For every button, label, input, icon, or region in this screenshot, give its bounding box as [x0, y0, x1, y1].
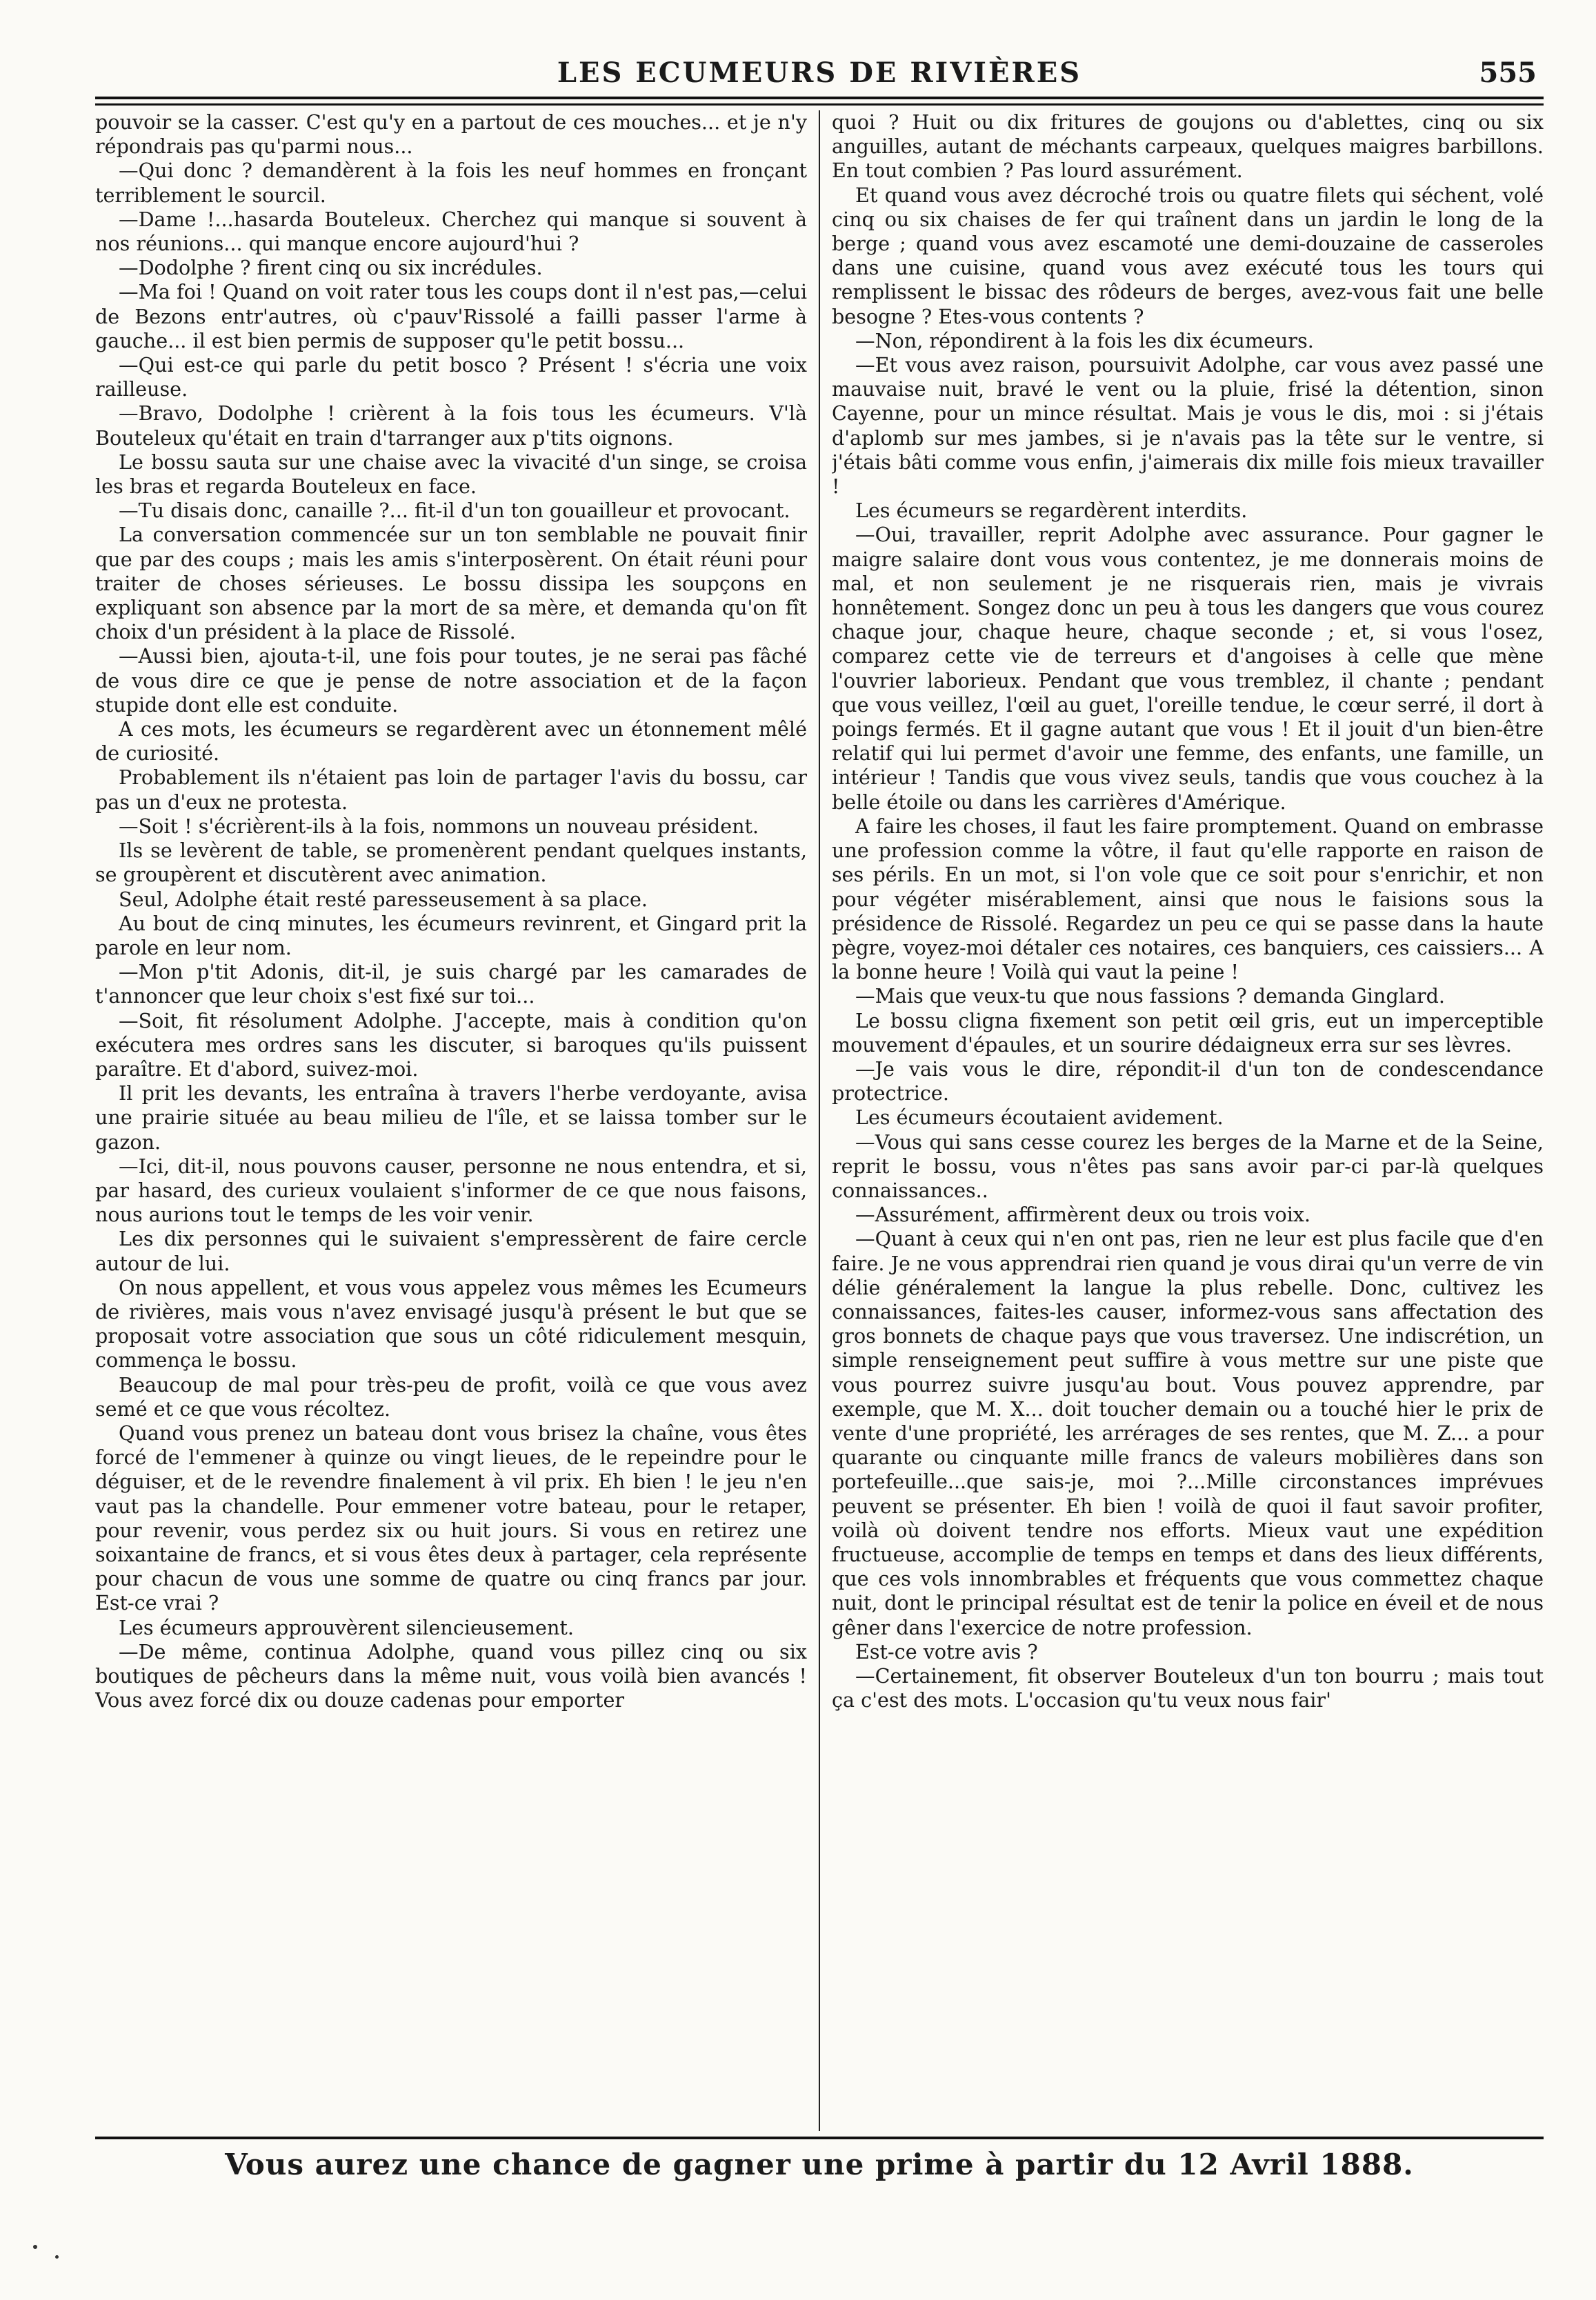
newspaper-page — [95, 54, 1544, 2206]
paragraph: A ces mots, les écumeurs se regardèrent avec un étonnement mêlé de curiosité. — [95, 717, 807, 766]
print-speck — [55, 2255, 59, 2259]
paragraph: —Oui, travailler, reprit Adolphe avec assurance. Pour gagner le maigre salaire dont vous vous contentez, je me donnerais moins de mal, et non seulement je ne risquerais rien, mais je vivrais honnêtement. Songez donc un peu à tous les dangers que vous courez chaque jour, chaque heure, chaque seconde ; et, si vous l'osez, comparez cette vie de terreurs et d'angoises à celle que mène l'ouvrier laborieux. Pendant que vous tremblez, il chante ; pendant que vous veillez, l'œil au guet, l'oreille tendue, le cœur serré, il dort à poings fermés. Et il gagne autant que vous ! Et il jouit d'un bien-être relatif qui lui permet d'avoir une femme, des enfants, une famille, un intérieur ! Tandis que vous vivez seuls, tandis que vous couchez à la belle étoile ou dans les carrières d'Amérique. — [832, 523, 1544, 814]
paragraph: La conversation commencée sur un ton semblable ne pouvait finir que par des coups ; mais les amis s'interposèrent. On était réuni pour traiter de choses sérieuses. Le bossu dissipa les soupçons en expliquant son absence par la mort de sa mère, et demanda qu'on fît choix d'un président à la place de Rissolé. — [95, 523, 807, 644]
paragraph: Et quand vous avez décroché trois ou quatre filets qui séchent, volé cinq ou six chaises de fer qui traînent dans un jardin le long de la berge ; quand vous avez escamoté une demi-douzaine de casseroles dans une cuisine, quand vous avez exécuté tous les tours qui remplissent le bissac des rôdeurs de berges, avez-vous fait une belle besogne ? Etes-vous contents ? — [832, 183, 1544, 328]
paragraph: Le bossu cligna fixement son petit œil gris, eut un imperceptible mouvement d'épaules, et un sourire dédaigneux erra sur ses lèvres. — [832, 1008, 1544, 1057]
paragraph: Il prit les devants, les entraîna à travers l'herbe verdoyante, avisa une prairie située au beau milieu de l'île, et se laissa tomber sur le gazon. — [95, 1081, 807, 1154]
paragraph: —Non, répondirent à la fois les dix écumeurs. — [855, 328, 1314, 352]
paragraph: A faire les choses, il faut les faire promptement. Quand on embrasse une profession comme la vôtre, il faut qu'elle rapporte en raison de ses périls. En un mot, si l'on vole que ce soit pour s'enrichir, et non pour végéter misérablement, ainsi que nous le faisions sous la présidence de Rissolé. Regardez un peu ce qui se passe dans la haute pègre, voyez-moi détaler ces notaires, ces banquiers, ces caissiers... A la bonne heure ! Voilà qui vaut la peine ! — [832, 814, 1544, 984]
paragraph: Les écumeurs se regardèrent interdits. — [855, 499, 1248, 523]
paragraph: —Je vais vous le dire, répondit-il d'un ton de condescendance protectrice. — [832, 1057, 1544, 1106]
paragraph: —Dodolphe ? firent cinq ou six incrédules. — [119, 256, 543, 280]
paragraph: —Mon p'tit Adonis, dit-il, je suis chargé par les camarades de t'annoncer que leur choix s'est fixé sur toi... — [95, 960, 807, 1008]
paragraph: Au bout de cinq minutes, les écumeurs revinrent, et Gingard prit la parole en leur nom. — [95, 911, 807, 959]
paragraph: Beaucoup de mal pour très-peu de profit, voilà ce que vous avez semé et ce que vous récoltez. — [95, 1372, 807, 1421]
bottom-rule — [95, 2137, 1544, 2139]
prize-notice: Vous aurez une chance de gagner une prime à partir du 12 Avril 1888. — [225, 2148, 1414, 2181]
page-number: 555 — [1479, 57, 1537, 89]
paragraph: —Et vous avez raison, poursuivit Adolphe, car vous avez passé une mauvaise nuit, bravé le vent ou la pluie, frisé la détention, sinon Cayenne, pour un mince résultat. Mais je vous le dis, moi : si j'étais d'aplomb sur mes jambes, si je n'avais pas la tête sur le ventre, si j'étais bâti comme vous enfin, j'aimerais dix mille fois mieux travailler ! — [832, 353, 1544, 499]
paragraph: —Vous qui sans cesse courez les berges de la Marne et de la Seine, reprit le bossu, vous n'êtes pas sans avoir par-ci par-là quelques connaissances.. — [832, 1130, 1544, 1202]
paragraph: —Aussi bien, ajouta-t-il, une fois pour toutes, je ne serai pas fâché de vous dire ce que je pense de notre association et de la façon stupide dont elle est conduite. — [95, 644, 807, 717]
right-column — [832, 110, 1544, 2131]
paragraph: Ils se levèrent de table, se promenèrent pendant quelques instants, se groupèrent et discutèrent avec animation. — [95, 839, 807, 887]
paragraph: quoi ? Huit ou dix fritures de goujons ou d'ablettes, cinq ou six anguilles, autant de méchants carpeaux, quelques maigres barbillons. En tout combien ? Pas lourd assurément. — [832, 110, 1544, 183]
paragraph: Le bossu sauta sur une chaise avec la vivacité d'un singe, se croisa les bras et regarda Bouteleux en face. — [95, 450, 807, 499]
paragraph: Quand vous prenez un bateau dont vous brisez la chaîne, vous êtes forcé de l'emmener à quinze ou vingt lieues, de le repeindre pour le déguiser, et de le revendre finalement à vil prix. Eh bien ! le jeu n'en vaut pas la chandelle. Pour emmener votre bateau, pour le retaper, pour revenir, vous perdez six ou huit jours. Si vous en retirez une soixantaine de francs, et si vous êtes deux à partager, cela représente pour chacun de vous une somme de quatre ou cinq francs par jour. Est-ce vrai ? — [95, 1421, 807, 1615]
paragraph: Les écumeurs écoutaient avidement. — [855, 1106, 1224, 1130]
paragraph: Seul, Adolphe était resté paresseusement à sa place. — [119, 887, 648, 911]
paragraph: —Quant à ceux qui n'en ont pas, rien ne leur est plus facile que d'en faire. Je ne vous apprendrai rien quand je vous dirai qu'un verre de vin délie généralement la langue la plus rebelle. Donc, cultivez les connaissances, faites-les causer, informez-vous sans affectation des gros bonnets de chaque pays que vous traversez. Une indiscrétion, un simple renseignement peut suffire à vous mettre sur une piste que vous pourrez suivre jusqu'au bout. Vous pouvez apprendre, par exemple, que M. X... doit toucher demain ou a touché hier le prix de vente d'une propriété, les arrérages de ses rentes, que M. Z... a pour quarante ou cinquante mille francs de valeurs mobilières dans son portefeuille...que sais-je, moi ?...Mille circonstances imprévues peuvent se présenter. Eh bien ! voilà de quoi il faut savoir profiter, voilà où doivent tendre nos efforts. Mieux vaut une expédition fructueuse, accomplie de temps en temps et dans des lieux différents, que ces vols innombrables et fréquents que vous commettez chaque nuit, dont le principal résultat est de tenir la police en éveil et de nous gêner dans l'exercice de notre profession. — [832, 1227, 1544, 1639]
print-speck — [33, 2245, 37, 2249]
page-header — [95, 54, 1544, 99]
paragraph: Probablement ils n'étaient pas loin de partager l'avis du bossu, car pas un d'eux ne protesta. — [95, 766, 807, 814]
paragraph: —Ma foi ! Quand on voit rater tous les coups dont il n'est pas,—celui de Bezons entr'autres, où c'pauv'Rissolé a failli passer l'arme à gauche... il est bien permis de supposer qu'le petit bossu... — [95, 280, 807, 352]
paragraph: —Qui donc ? demandèrent à la fois les neuf hommes en fronçant terriblement le sourcil. — [95, 159, 807, 207]
paragraph: Les écumeurs approuvèrent silencieusement. — [119, 1615, 574, 1639]
paragraph: —De même, continua Adolphe, quand vous pillez cinq ou six boutiques de pêcheurs dans la même nuit, vous voilà bien avancés ! Vous avez forcé dix ou douze cadenas pour emporter — [95, 1639, 807, 1712]
paragraph: —Tu disais donc, canaille ?... fit-il d'un ton gouailleur et provocant. — [119, 499, 790, 523]
paragraph: —Qui est-ce qui parle du petit bosco ? Présent ! s'écria une voix railleuse. — [95, 353, 807, 401]
running-title: LES ECUMEURS DE RIVIÈRES — [557, 57, 1082, 89]
paragraph: On nous appellent, et vous vous appelez vous mêmes les Ecumeurs de rivières, mais vous n'avez envisagé jusqu'à présent le but que se proposait votre association que sous un côté ridiculement mesquin, commença le bossu. — [95, 1275, 807, 1372]
paragraph: —Bravo, Dodolphe ! crièrent à la fois tous les écumeurs. V'là Bouteleux qu'était en train d'tarranger aux p'tits oignons. — [95, 401, 807, 450]
paragraph: —Dame !...hasarda Bouteleux. Cherchez qui manque si souvent à nos réunions... qui manque encore aujourd'hui ? — [95, 207, 807, 256]
header-double-rule — [95, 103, 1544, 106]
paragraph: Les dix personnes qui le suivaient s'empressèrent de faire cercle autour de lui. — [95, 1227, 807, 1275]
paragraph: —Assurément, affirmèrent deux ou trois voix. — [855, 1203, 1311, 1227]
paragraph: Est-ce votre avis ? — [855, 1639, 1038, 1663]
paragraph: —Certainement, fit observer Bouteleux d'un ton bourru ; mais tout ça c'est des mots. L'occasion qu'tu veux nous fair' — [832, 1664, 1544, 1712]
paragraph: —Soit, fit résolument Adolphe. J'accepte, mais à condition qu'on exécutera mes ordres sans les discuter, si baroques qu'ils puissent paraître. Et d'abord, suivez-moi. — [95, 1008, 807, 1081]
paragraph: —Ici, dit-il, nous pouvons causer, personne ne nous entendra, et si, par hasard, des curieux voulaient s'informer de ce que nous faisons, nous aurions tout le temps de les voir venir. — [95, 1154, 807, 1227]
paragraph: pouvoir se la casser. C'est qu'y en a partout de ces mouches... et je n'y répondrais pas qu'parmi nous... — [95, 110, 807, 159]
column-divider — [819, 110, 820, 2131]
paragraph: —Mais que veux-tu que nous fassions ? demanda Ginglard. — [855, 984, 1446, 1008]
paragraph: —Soit ! s'écrièrent-ils à la fois, nommons un nouveau président. — [119, 814, 759, 838]
left-column — [95, 110, 807, 2131]
